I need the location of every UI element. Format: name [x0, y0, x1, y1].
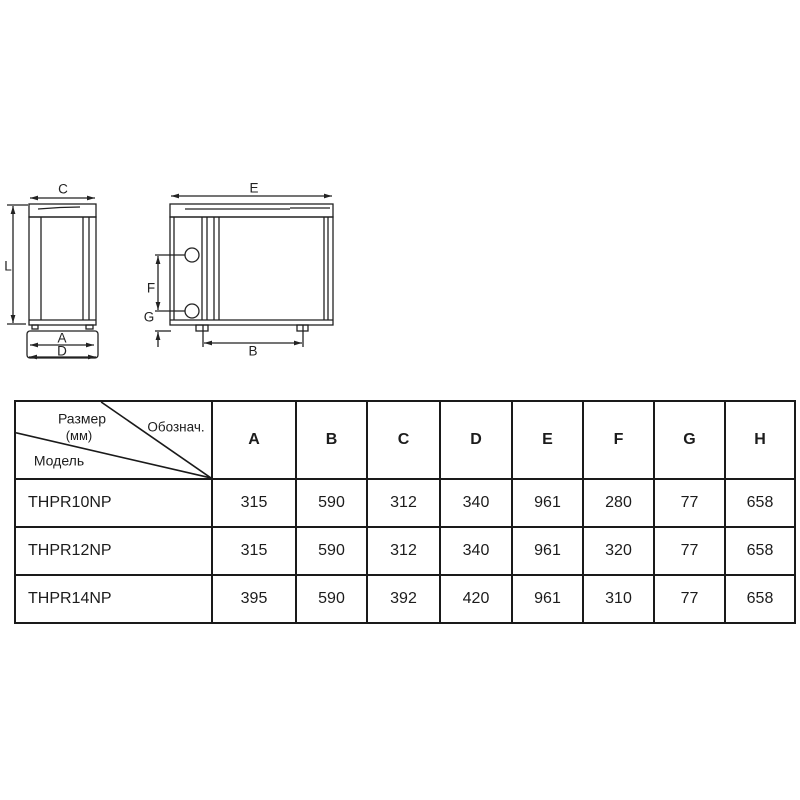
value-cell: 77 [654, 527, 725, 575]
dim-label-g: G [143, 309, 155, 325]
value-cell: 961 [512, 527, 583, 575]
value-cell: 590 [296, 479, 367, 527]
dim-label-e: E [249, 180, 259, 196]
dim-label-f: F [146, 280, 156, 296]
corner-model-label: Модель [33, 452, 85, 469]
col-header-d: D [440, 401, 512, 479]
value-cell: 340 [440, 479, 512, 527]
value-cell: 658 [725, 527, 795, 575]
col-header-a: A [212, 401, 296, 479]
col-header-e: E [512, 401, 583, 479]
dim-label-b: B [248, 343, 258, 359]
value-cell: 590 [296, 575, 367, 623]
col-header-c: C [367, 401, 440, 479]
corner-size-unit: (мм) [65, 427, 93, 443]
corner-size-label: Размер [57, 410, 107, 427]
value-cell: 280 [583, 479, 654, 527]
table-corner-cell [15, 401, 212, 479]
col-header-f: F [583, 401, 654, 479]
table-row [15, 479, 795, 527]
corner-designation-label: Обознач. [147, 419, 205, 435]
dim-label-d: D [57, 343, 67, 359]
value-cell: 312 [367, 479, 440, 527]
value-cell: 395 [212, 575, 296, 623]
front-view [155, 196, 333, 347]
table-row [15, 527, 795, 575]
value-cell: 310 [583, 575, 654, 623]
dim-label-a: A [57, 330, 67, 346]
value-cell: 77 [654, 479, 725, 527]
value-cell: 312 [367, 527, 440, 575]
side-view [7, 198, 98, 358]
value-cell: 961 [512, 575, 583, 623]
model-cell: THPR10NP [15, 479, 212, 527]
value-cell: 320 [583, 527, 654, 575]
table-row [15, 575, 795, 623]
model-cell: THPR14NP [15, 575, 212, 623]
dim-label-l: L [4, 258, 12, 274]
value-cell: 77 [654, 575, 725, 623]
value-cell: 658 [725, 575, 795, 623]
value-cell: 590 [296, 527, 367, 575]
col-header-h: H [725, 401, 795, 479]
value-cell: 961 [512, 479, 583, 527]
col-header-g: G [654, 401, 725, 479]
value-cell: 315 [212, 527, 296, 575]
value-cell: 340 [440, 527, 512, 575]
value-cell: 658 [725, 479, 795, 527]
dimension-drawing [0, 0, 800, 396]
value-cell: 392 [367, 575, 440, 623]
dimensions-table [14, 400, 796, 624]
model-cell: THPR12NP [15, 527, 212, 575]
table-header-row [15, 401, 795, 479]
col-header-b: B [296, 401, 367, 479]
value-cell: 420 [440, 575, 512, 623]
dim-label-c: C [58, 181, 68, 197]
value-cell: 315 [212, 479, 296, 527]
